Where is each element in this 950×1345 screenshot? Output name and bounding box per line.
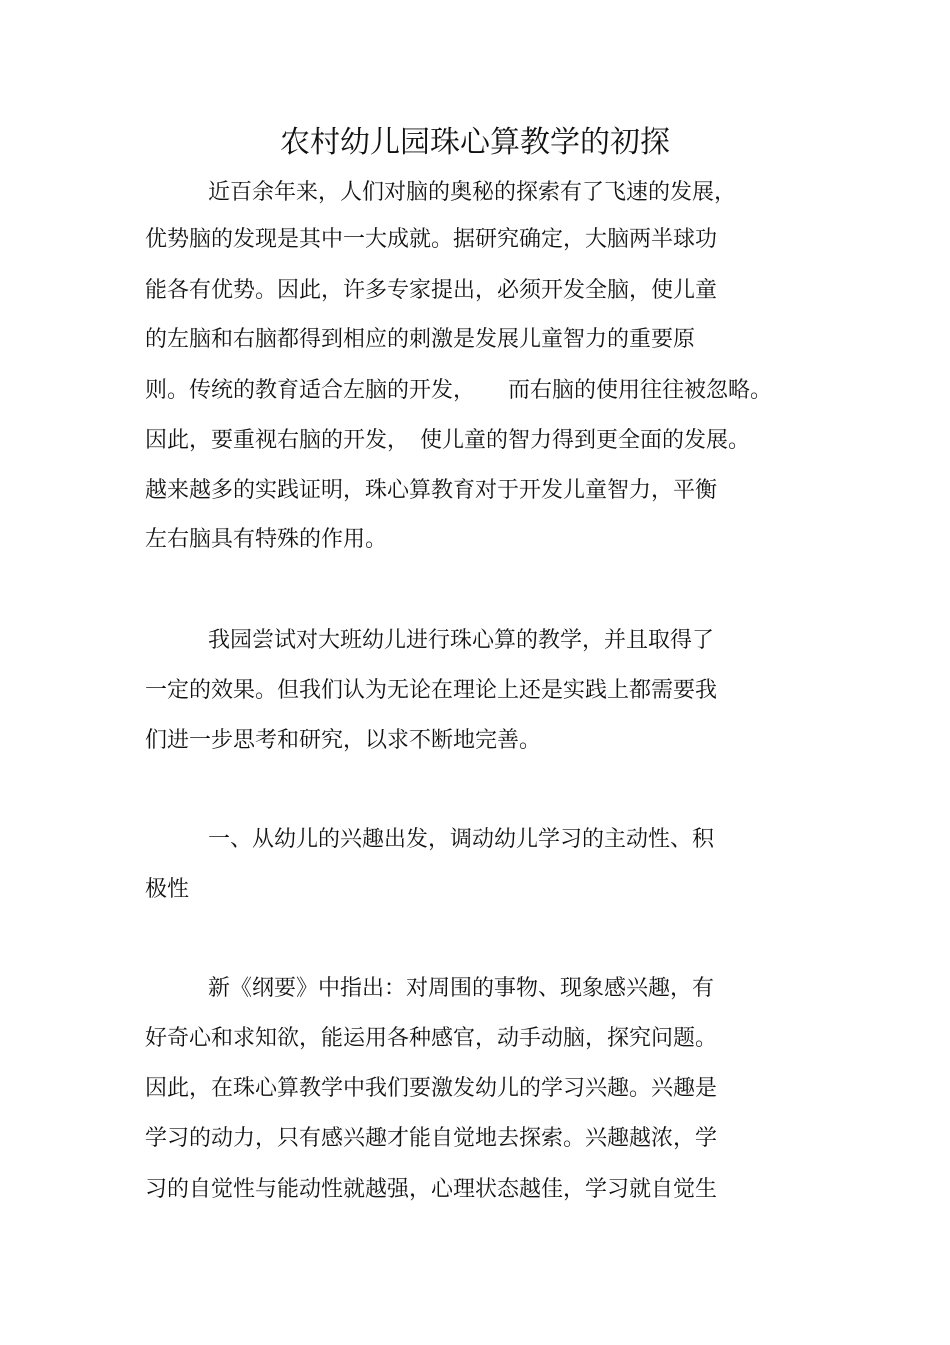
- paragraph1-line: 左右脑具有特殊的作用。: [145, 527, 388, 552]
- paragraph3-line: 习的自觉性与能动性就越强，心理状态越佳，学习就自觉生: [145, 1177, 718, 1202]
- paragraph3-line: 学习的动力，只有感兴趣才能自觉地去探索。兴趣越浓，学: [145, 1126, 718, 1151]
- paragraph3-line: 新《纲要》中指出：对周围的事物、现象感兴趣，有: [208, 976, 715, 1001]
- section-heading-line: 极性: [145, 877, 190, 902]
- paragraph3-line: 好奇心和求知欲，能运用各种感官，动手动脑，探究问题。: [145, 1026, 718, 1051]
- paragraph1-line: 能各有优势。因此，许多专家提出，必须开发全脑，使儿童: [145, 278, 718, 303]
- paragraph1-line: 的左脑和右脑都得到相应的刺激是发展儿童智力的重要原: [145, 327, 696, 352]
- paragraph2-line: 一定的效果。但我们认为无论在理论上还是实践上都需要我: [145, 678, 718, 703]
- paragraph1-line: 优势脑的发现是其中一大成就。据研究确定，大脑两半球功: [145, 227, 718, 252]
- document-title: 农村幼儿园珠心算教学的初探: [280, 125, 670, 160]
- paragraph1-line: 则。传统的教育适合左脑的开发， 而右脑的使用往往被忽略。: [145, 378, 773, 403]
- paragraph2-line: 我园尝试对大班幼儿进行珠心算的教学，并且取得了: [208, 628, 715, 653]
- paragraph2-line: 们进一步思考和研究，以求不断地完善。: [145, 728, 542, 753]
- section-heading-line: 一、从幼儿的兴趣出发，调动幼儿学习的主动性、积: [208, 827, 715, 852]
- paragraph1-line: 因此，要重视右脑的开发， 使儿童的智力得到更全面的发展。: [145, 428, 751, 453]
- paragraph3-line: 因此，在珠心算教学中我们要激发幼儿的学习兴趣。兴趣是: [145, 1076, 718, 1101]
- paragraph1-line: 越来越多的实践证明，珠心算教育对于开发儿童智力，平衡: [145, 478, 718, 503]
- paragraph1-line: 近百余年来，人们对脑的奥秘的探索有了飞速的发展，: [208, 180, 737, 205]
